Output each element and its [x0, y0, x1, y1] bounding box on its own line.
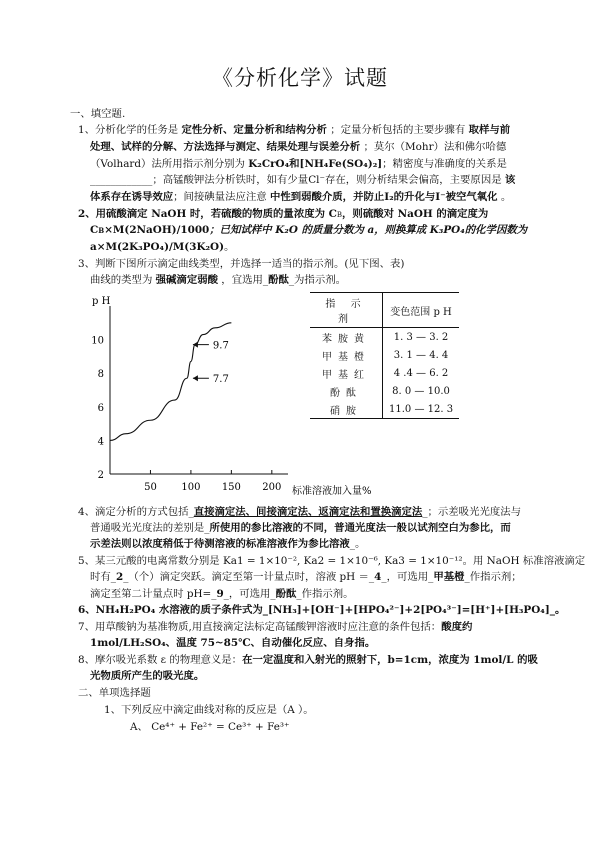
- table-cell: 甲基橙: [310, 346, 383, 364]
- section-choice-heading: 二、单项选择题: [78, 687, 151, 699]
- question-8-line-2: 光物质所产生的吸光度。: [90, 670, 205, 682]
- question-6: 6、NH₄H₂PO₄ 水溶液的质子条件式为_[NH₃]+[OH⁻]+[HPO₄²⁻]+2[PO₄³⁻]=[H⁺]+[H₃PO₄]_。: [78, 604, 566, 616]
- question-5-line-1: 5、某三元酸的电离常数分别是 Ka1 = 1×10⁻², Ka2 = 1×10⁻⁶, Ka3 = 1×10⁻¹²。用 NaOH 标准溶液滴定: [78, 555, 586, 567]
- x-tick-label: 200: [262, 482, 282, 493]
- table-cell: 酚酞: [310, 382, 383, 400]
- annotation-label: 9.7: [212, 340, 229, 352]
- question-4-line-3: 示差法则以浓度稍低于待测溶液的标准溶液作为参比溶液_。: [90, 538, 366, 550]
- table-cell: 11.0 — 12. 3: [383, 400, 460, 419]
- x-tick-label: 50: [144, 482, 157, 493]
- table-header-range: 变色范围 p H: [383, 293, 460, 328]
- table-row: [310, 364, 459, 382]
- y-tick-label: 4: [97, 436, 104, 448]
- question-2-line-1: 2、用硫酸滴定 NaOH 时，若硫酸的物质的量浓度为 CB，则硫酸对 NaOH 的滴定度为: [78, 208, 489, 220]
- question-1-line-1: 1、分析化学的任务是 定性分析、定量分析和结构分析 ；定量分析包括的主要步骤有 取样与前: [78, 124, 511, 136]
- x-axis-label: 标准溶液加入量%: [292, 486, 372, 497]
- question-1-line-3: （Volhard）法所用指示剂分别为 K₂CrO₄和[NH₄Fe(SO₄)₂]；精密度与准确度的关系是: [90, 158, 507, 170]
- y-tick-label: 6: [97, 402, 104, 414]
- table-cell: 8. 0 — 10.0: [392, 385, 450, 397]
- indicator-table: [310, 292, 459, 419]
- annotation-arrowhead: [193, 375, 198, 381]
- table-cell: 甲基红: [310, 364, 383, 382]
- question-5-line-3: 滴定至第二计量点时 pH=_9_，可选用_酚酞_作指示剂。: [90, 588, 354, 600]
- table-row: [310, 346, 459, 364]
- question-1-line-2: 处理、试样的分解、方法选择与测定、结果处理与误差分析 ；莫尔（Mohr）法和佛尔哈德: [90, 141, 507, 153]
- question-8-line-1: 8、摩尔吸光系数 ε 的物理意义是：在一定温度和入射光的照射下，b=1cm，浓度为 1mol/L 的吸: [78, 654, 538, 666]
- y-tick-label: 2: [97, 470, 104, 481]
- y-tick-label: 10: [91, 335, 104, 347]
- choice-question-1: 1、下列反应中滴定曲线对称的反应是（A ）。: [104, 704, 314, 716]
- question-1-line-5: 体系存在诱导效应；间接碘量法应注意 中性到弱酸介质，并防止I₂的升化与I⁻被空气氧化 。: [90, 191, 512, 203]
- question-5-line-2: 时有_2_（个）滴定突跃。滴定至第一计量点时，溶液 pH ＝_4_，可选用_甲基橙_作指示剂；: [90, 571, 522, 583]
- table-cell: 硝胺: [310, 400, 383, 419]
- question-3-line-1: 3、判断下图所示滴定曲线类型，并选择一适当的指示剂。(见下图、表): [78, 258, 405, 270]
- annotation-label: 7.7: [212, 374, 229, 386]
- table-header-indicator: 指 示 剂: [310, 293, 383, 328]
- y-axis-label: p H: [92, 296, 111, 307]
- table-row: [310, 400, 459, 419]
- section-fill-in-heading: 一、填空题.: [70, 108, 126, 120]
- question-2-line-2: CB×M(2NaOH)/1000；已知试样中 K₂O 的质量分数为 a，则换算成 K₃PO₄的化学因数为: [90, 224, 528, 236]
- question-4-line-2: 普通吸光光度法的差别是_所使用的参比溶液的不同，普通光度法一般以试剂空白为参比，而: [90, 522, 511, 534]
- question-4-line-1: 4、滴定分析的方式包括_直接滴定法、间接滴定法、返滴定法和置换滴定法_；示差吸光光度法与: [78, 506, 522, 518]
- question-7-line-2: 1mol/LH₂SO₄、温度 75~85℃、自动催化反应、自身指。: [90, 637, 376, 649]
- question-2-line-3: a×M(2K₃PO₄)/M(3K₂O)。: [90, 241, 235, 253]
- page-title: 《分析化学》试题: [212, 66, 388, 90]
- table-row: [310, 328, 459, 347]
- table-cell: 苯胺黄: [310, 328, 383, 347]
- table-row: [310, 382, 459, 400]
- table-cell: 3. 1 — 4. 4: [393, 349, 449, 361]
- table-cell: 4 .4 — 6. 2: [393, 367, 449, 379]
- x-tick-label: 100: [181, 482, 201, 493]
- x-tick-label: 150: [221, 482, 241, 493]
- question-1-line-4: ____________；高锰酸钾法分析铁时，如有少量Cl⁻存在，则分析结果会偏高，主要原因是 该: [90, 174, 516, 186]
- y-tick-label: 8: [97, 369, 104, 381]
- question-3-line-2: 曲线的类型为 强碱滴定弱酸 ，宜选用_酚酞_为指示剂。: [90, 274, 346, 286]
- question-7-line-1: 7、用草酸钠为基准物质,用直接滴定法标定高锰酸钾溶液时应注意的条件包括：酸度约: [78, 621, 473, 633]
- choice-option-a: A、 Ce⁴⁺ + Fe²⁺ = Ce³⁺ + Fe³⁺: [130, 721, 290, 733]
- table-cell: 1. 3 — 3. 2: [393, 331, 449, 343]
